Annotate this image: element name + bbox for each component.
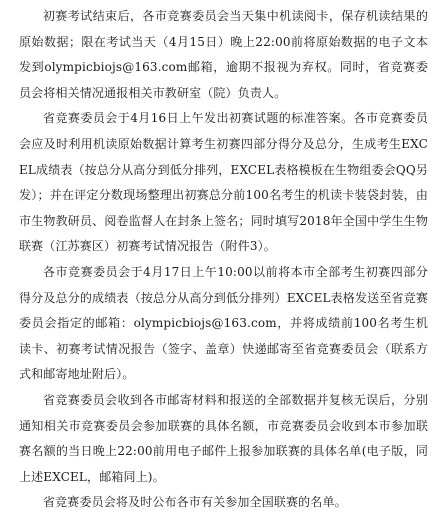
paragraph-final-list: 省竞赛委员会将及时公布各市有关参加全国联赛的名单。 [43, 495, 347, 510]
paragraph-standard-answers: 省竞赛委员会于4月16日上午发出初赛试题的标准答案。各市竞赛委员会应及时利用机读原始数据计算考生初赛四部分得分及总分，生成考生EXCEL成绩表（按总分从高分到低分排列，EXCEL表格模板在生物组委会QQ另发）；并在评定分数现场整理出初赛总分前100名考生的机读卡装袋封装，由市生物教研员、阅卷监督人在封条上签名；同时填写2018年全国中学生生物联赛（江苏赛区）初赛考试情况报告（附件3）。 [19, 111, 428, 254]
document-body [19, 4, 428, 516]
paragraph-initial-exam-results: 初赛考试结束后，各市竞赛委员会当天集中机读阅卡，保存机读结果的原始数据；限在考试当天（4月15日）晚上22:00前将原始数据的电子文本发到olympicbiojs@163.com邮箱，逾期不报视为弃权。同时，省竞赛委员会将相关情况通报相关市教研室（院）负责人。 [19, 9, 428, 100]
paragraph-quota-notification: 省竞赛委员会收到各市邮寄材料和报送的全部数据并复核无误后，分别通知相关市竞赛委员会参加联赛的具体名额，市竞赛委员会收到本市参加联赛名额的当日晚上22:00前用电子邮件上报参加联赛的具体名单(电子版，同上述EXCEL，邮箱同上)。 [19, 392, 428, 484]
paragraph-score-submission: 各市竞赛委员会于4月17日上午10:00以前将本市全部考生初赛四部分得分及总分的成绩表（按总分从高分到低分排列）EXCEL表格发送至省竞赛委员会指定的邮箱：olympicbiojs@163.com，并将成绩前100名考生机读卡、初赛考试情况报告（签字、盖章）快递邮寄至省竞赛委员会（联系方式和邮寄地址附后）。 [19, 264, 428, 382]
